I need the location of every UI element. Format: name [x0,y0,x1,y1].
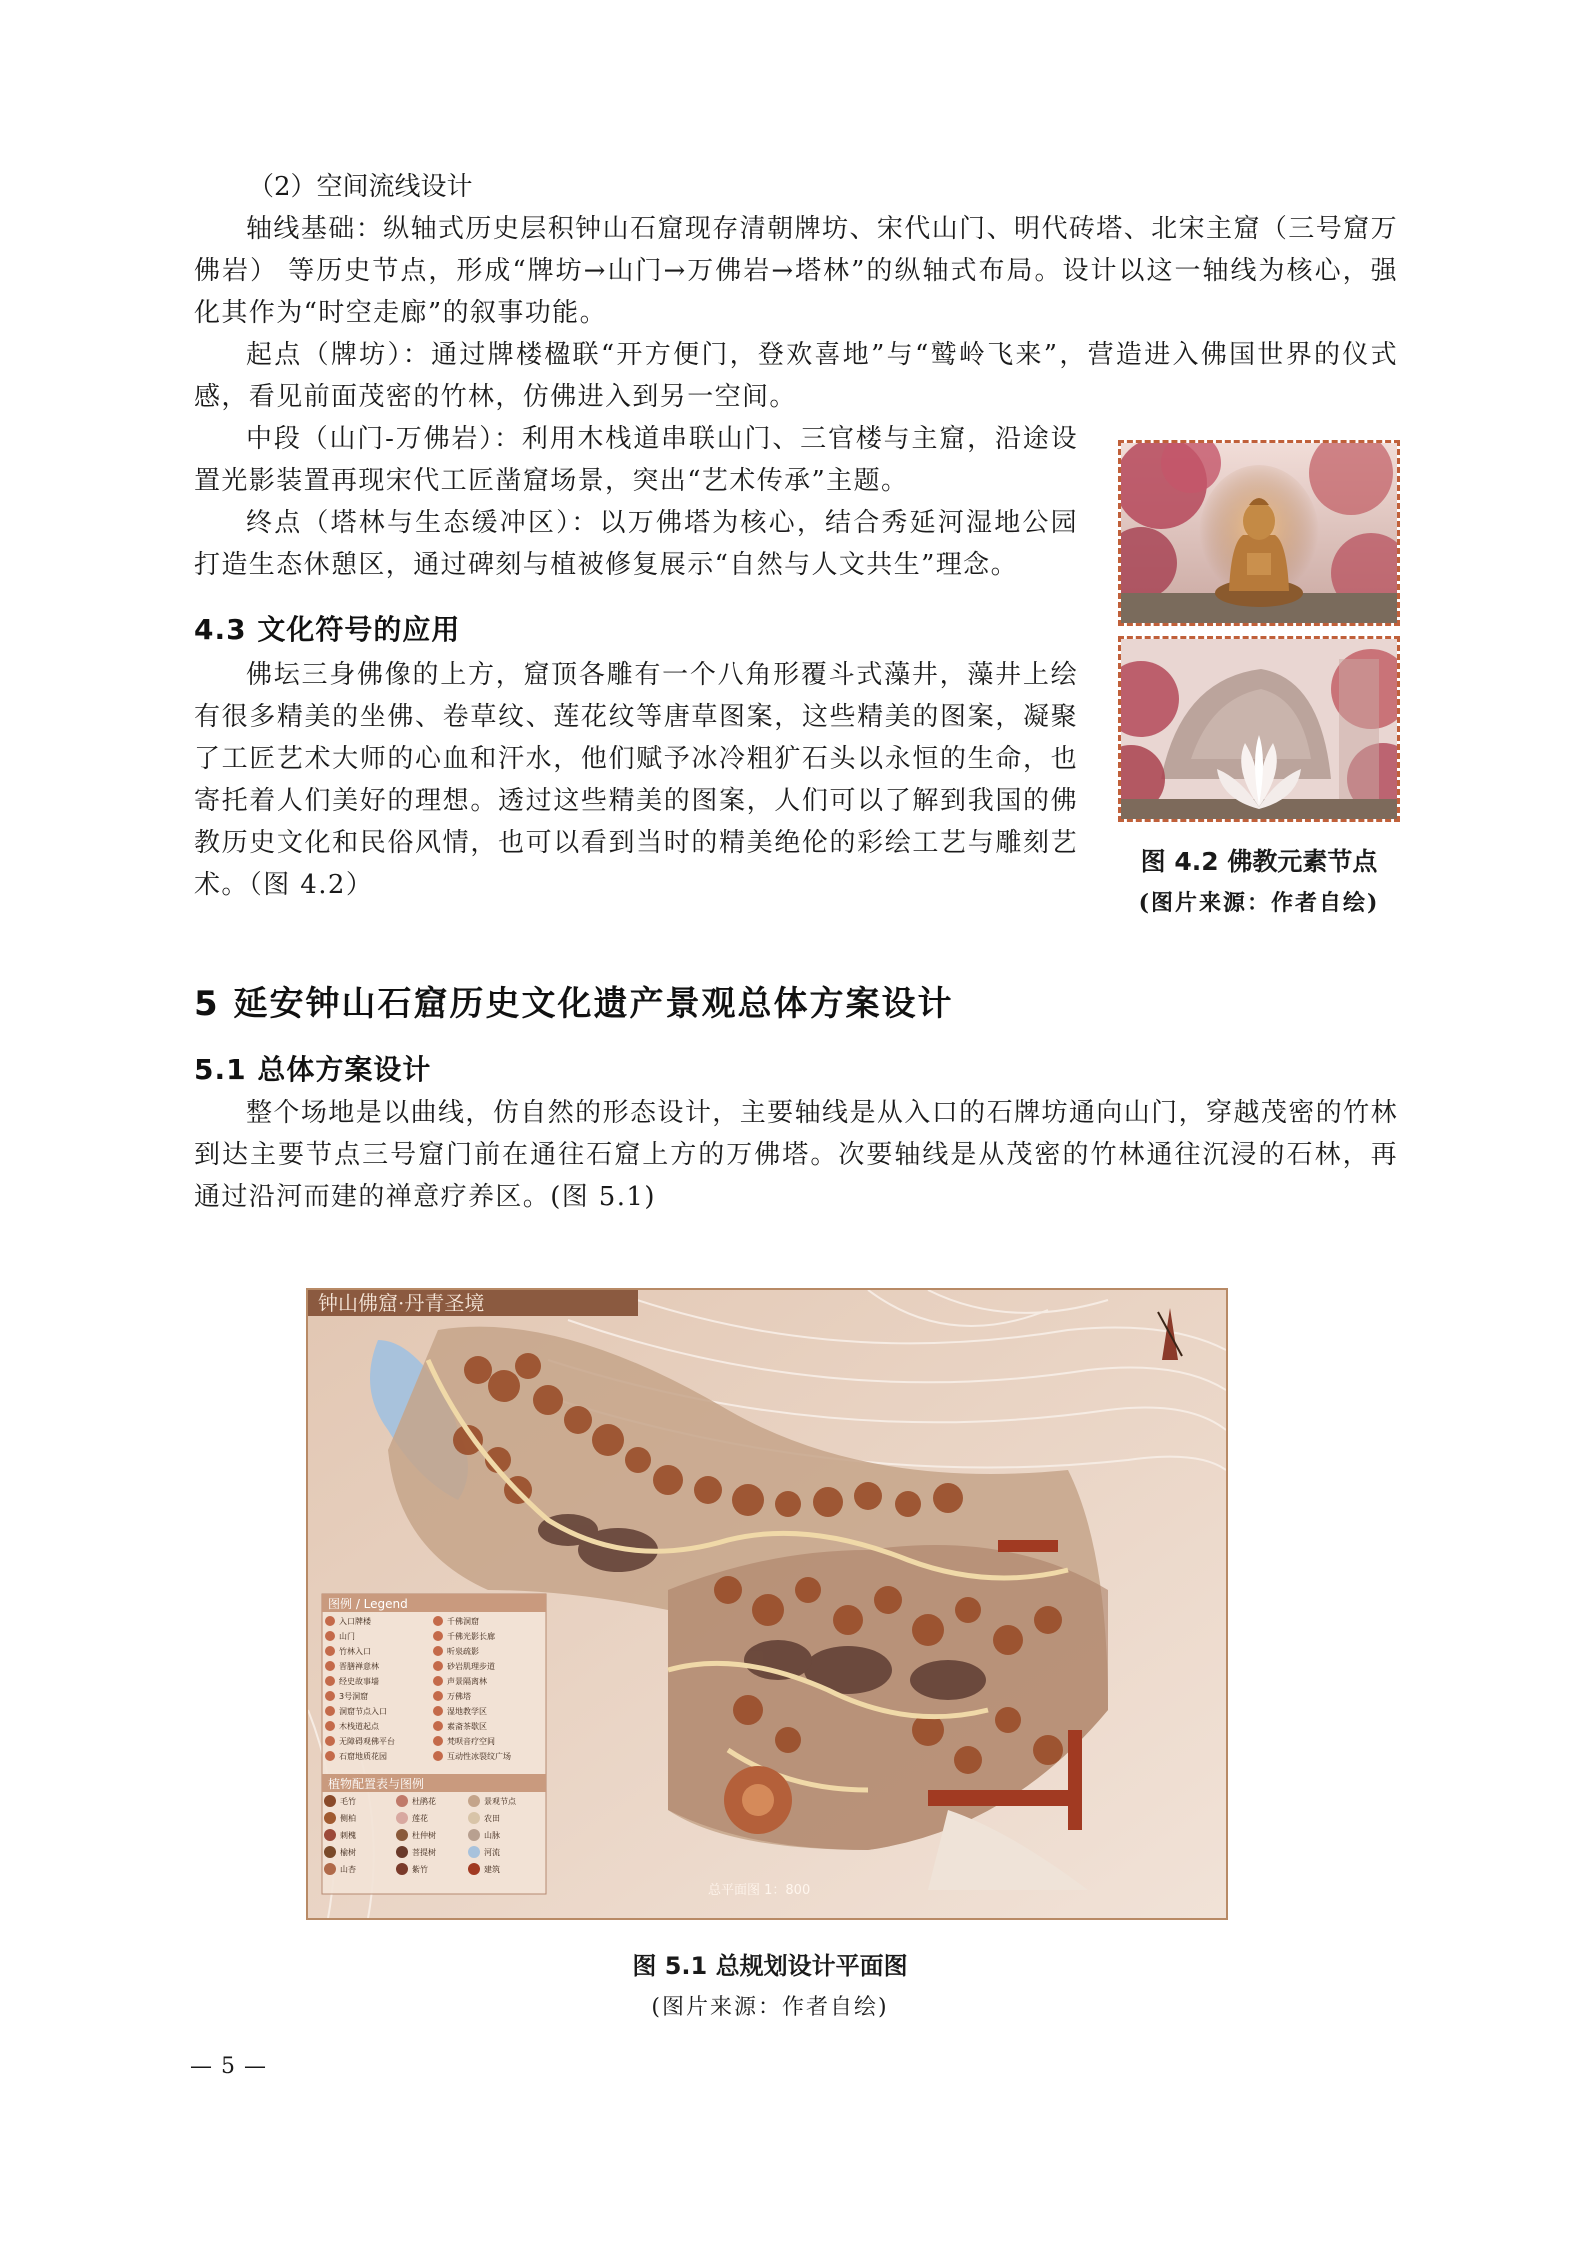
plant-marker-icon [468,1863,480,1875]
legend-item: 听泉疏影 [447,1647,479,1656]
plant-legend-item: 山杏 [340,1865,356,1874]
legend-marker-icon [325,1721,335,1731]
plant-marker-icon [324,1846,336,1858]
legend-marker-icon [433,1736,443,1746]
legend-marker-icon [325,1691,335,1701]
plant-legend-item: 建筑 [484,1865,500,1874]
legend-item: 洞窟节点入口 [339,1707,387,1716]
legend-item: 山门 [339,1632,355,1641]
legend-item: 千佛洞窟 [447,1617,479,1626]
legend-marker-icon [325,1676,335,1686]
legend-marker-icon [325,1706,335,1716]
legend-item: 无障碍观佛平台 [339,1737,395,1746]
legend-marker-icon [325,1616,335,1626]
legend-item: 经史故事墙 [339,1677,379,1686]
plant-legend-title: 植物配置表与图例 [328,1777,425,1791]
legend-item: 砂岩肌理步道 [447,1662,495,1671]
flow-design-heading: （2）空间流线设计 [248,172,473,202]
plant-legend-item: 榆树 [340,1848,356,1857]
plant-marker-icon [324,1829,336,1841]
legend-item: 晋膳禅意林 [339,1662,379,1671]
plant-marker-icon [396,1829,408,1841]
legend-item: 3号洞窟 [339,1692,369,1701]
plant-marker-icon [468,1846,480,1858]
plant-marker-icon [468,1795,480,1807]
figure-4-2-caption: 图 4.2 佛教元素节点 [1140,847,1378,876]
legend-item: 竹林入口 [339,1647,371,1656]
master-plan-image [306,1288,1228,1920]
legend-marker-icon [433,1706,443,1716]
middle-paragraph: 中段（山门-万佛岩）：利用木栈道串联山门、三官楼与主窟，沿途设置光影装置再现宋代工匠凿窟场景，突出“艺术传承”主题。 [194,424,1078,496]
lotus-sculpture-illustration [1121,639,1397,819]
plant-legend-item: 莲花 [412,1814,428,1823]
buddha-statue-illustration [1121,443,1397,623]
legend-marker-icon [325,1646,335,1656]
plant-legend-item: 侧柏 [340,1814,356,1823]
end-point-paragraph: 终点（塔林与生态缓冲区）：以万佛塔为核心，结合秀延河湿地公园打造生态休憩区，通过碑刻与植被修复展示“自然与人文共生”理念。 [194,508,1078,580]
plant-legend-item: 毛竹 [340,1797,356,1806]
legend-marker-icon [433,1751,443,1761]
plant-legend-item: 山脉 [484,1831,500,1840]
figure-4-2-source: (图片来源：作者自绘) [1138,890,1380,916]
scale-label: 总平面图 1：800 [708,1883,811,1898]
plant-legend-item: 紫竹 [412,1865,428,1874]
culture-symbol-paragraph: 佛坛三身佛像的上方，窟顶各雕有一个八角形覆斗式藻井，藻井上绘有很多精美的坐佛、卷草纹、莲花纹等唐草图案，这些精美的图案，凝聚了工匠艺术大师的心血和汗水，他们赋予冰冷粗犷石头以永恒的生命，也寄托着人们美好的理想。透过这些精美的图案，人们可以了解到我国的佛教历史文化和民俗风情，也可以看到当时的精美绝伦的彩绘工艺与雕刻艺术。（图 4.2） [194,660,1078,900]
map-title: 钟山佛窟·丹青圣境 [318,1291,485,1315]
plant-marker-icon [468,1829,480,1841]
legend-item: 万佛塔 [447,1692,471,1701]
legend-marker-icon [433,1676,443,1686]
lotus-sculpture-image [1118,636,1400,822]
start-point-paragraph: 起点（牌坊）：通过牌楼楹联“开方便门，登欢喜地”与“鹫岭飞来”，营造进入佛国世界的仪式感，看见前面茂密的竹林，仿佛进入到另一空间。 [194,340,1398,412]
page-number: — 5 — [190,2054,267,2079]
plant-marker-icon [396,1846,408,1858]
axis-paragraph: 轴线基础：纵轴式历史层积钟山石窟现存清朝牌坊、宋代山门、明代砖塔、北宋主窟（三号窟万佛岩） 等历史节点，形成“牌坊→山门→万佛岩→塔林”的纵轴式布局。设计以这一轴线为核心，强化其作为“时空走廊”的叙事功能。 [194,214,1398,328]
legend-marker-icon [433,1691,443,1701]
legend-marker-icon [433,1721,443,1731]
overall-plan-paragraph: 整个场地是以曲线，仿自然的形态设计，主要轴线是从入口的石牌坊通向山门，穿越茂密的竹林到达主要节点三号窟门前在通往石窟上方的万佛塔。次要轴线是从茂密的竹林通往沉浸的石林，再通过沿河而建的禅意疗养区。(图 5.1) [194,1098,1398,1212]
figure-5-1-source: (图片来源：作者自绘) [651,1995,889,2020]
chapter-5-heading: 5 延安钟山石窟历史文化遗产景观总体方案设计 [194,984,954,1024]
legend-item: 千佛光影长廊 [447,1632,495,1641]
legend-item: 声景隔离林 [447,1677,487,1686]
plant-legend-item: 杜仲树 [412,1831,436,1840]
legend-item: 梵呗音疗空间 [447,1737,495,1746]
plant-marker-icon [324,1795,336,1807]
plant-marker-icon [324,1863,336,1875]
legend-marker-icon [433,1646,443,1656]
plant-marker-icon [468,1812,480,1824]
legend-item: 木栈道起点 [339,1722,379,1731]
plant-marker-icon [324,1812,336,1824]
plant-legend-item: 菩提树 [412,1848,436,1857]
plant-legend-item: 河流 [484,1848,500,1857]
plant-legend-item: 杜鹃花 [412,1797,436,1806]
plant-marker-icon [396,1795,408,1807]
legend-marker-icon [433,1616,443,1626]
plant-marker-icon [396,1863,408,1875]
legend-marker-icon [325,1631,335,1641]
legend-marker-icon [325,1736,335,1746]
plant-marker-icon [396,1812,408,1824]
figure-5-1-caption: 图 5.1 总规划设计平面图 [632,1952,908,1980]
legend-item: 入口牌楼 [339,1617,371,1626]
legend-item: 素斋茶歇区 [447,1722,487,1731]
buddha-statue-image [1118,440,1400,626]
legend-title: 图例 / Legend [328,1597,408,1611]
legend-marker-icon [433,1661,443,1671]
legend-marker-icon [433,1631,443,1641]
plant-legend-item: 刺槐 [340,1831,356,1840]
legend-marker-icon [325,1751,335,1761]
plant-legend-item: 农田 [484,1814,500,1823]
legend-marker-icon [325,1661,335,1671]
section-5-1-heading: 5.1 总体方案设计 [194,1053,432,1086]
legend-item: 湿地教学区 [447,1707,487,1716]
legend-item: 石窟地质花园 [339,1752,387,1761]
legend-item: 互动性冰裂纹广场 [447,1752,511,1761]
master-plan-illustration [308,1290,1226,1918]
plant-legend-item: 景观节点 [484,1797,516,1806]
section-4-3-heading: 4.3 文化符号的应用 [194,613,461,646]
